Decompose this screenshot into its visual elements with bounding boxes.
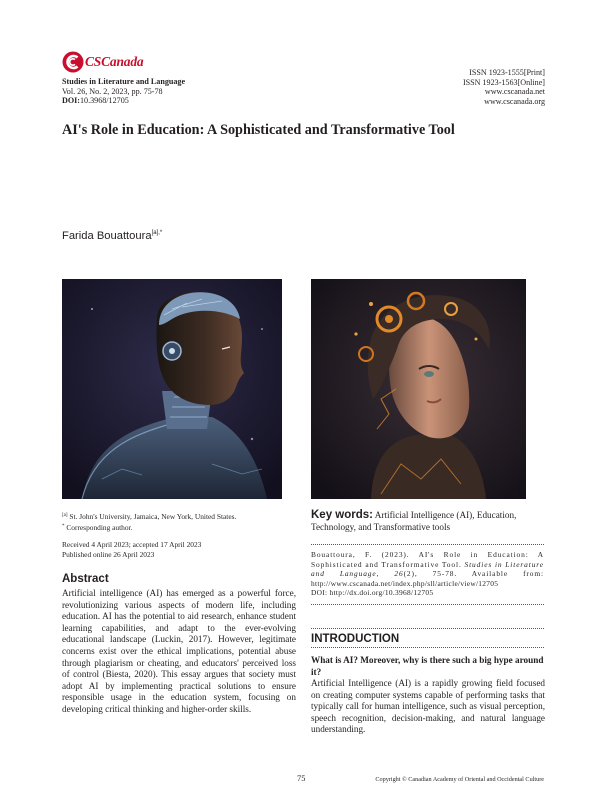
page-number: 75 [297,774,306,783]
citation-url[interactable]: http://www.cscanada.net/index.php/sll/article/view/12705 [311,578,499,588]
citation-block [311,550,544,598]
article-dates [62,540,201,559]
journal-name: Studies in Literature and Language [62,77,186,86]
divider [311,647,544,648]
doi-line [62,96,185,106]
cyborg-woman-image [311,279,526,499]
introduction-text: Artificial Intelligence (AI) is a rapidly growing field focused on creating computer systems capable of performing tasks that typically call for human intelligence, such as visual perception, speech recognition, decision-making, and natural language understanding. [311,678,545,735]
issn-print: ISSN 1923-1555[Print] [469,68,545,77]
received-date: Received 4 April 2023; accepted 17 April 2023 [62,540,202,549]
website-link-net[interactable]: www.cscanada.net [484,87,545,97]
logo-text: CSCanada [85,54,144,69]
journal-logo [62,51,143,73]
affiliation-a [62,511,294,522]
issn-block [463,68,545,106]
figure-cyborg-man [62,279,282,499]
volume-line: Vol. 26, No. 2, 2023, pp. 75-78 [62,86,163,96]
copyright: Copyright © Canadian Academy of Oriental and Occidental Culture [375,776,544,783]
figure-cyborg-woman [311,279,526,499]
keywords [311,509,547,533]
affiliations [62,511,294,532]
website-link-org[interactable]: www.cscanada.org [484,96,545,106]
abstract-heading: Abstract [62,573,109,585]
author-name: Farida Bouattoura [62,230,152,242]
doi-label: DOI: [62,96,80,106]
abstract-text: Artificial intelligence (AI) has emerged as a powerful force, revolutionizing various aspects of modern life, including education. AI has the potential to aid research, enhance student learning capabilities, and adapt to the ever-evolving educational landscape (Luckin, 2017). However, legitimate concerns exist over the ethical implications, potential abuse through plagiarism or cheating, and educators' perceived loss of control (Biesta, 2020). This essay argues that society must adopt AI by implementing practical solutions to ensure responsible usage in the education system, focusing on developing critical thinking and higher-order skills. [62,588,296,714]
citation-doi[interactable]: DOI: http://dx.doi.org/10.3968/12705 [311,588,434,597]
cyborg-man-image [62,279,282,499]
introduction-heading: INTRODUCTION [311,633,400,645]
citation-lead: Bouattoura, F. (2023). AI's Role in Education: A Sophisticated and Transformative Tool. [311,550,544,569]
affiliation-a-marker: [a] [62,513,68,518]
article-title: AI's Role in Education: A Sophisticated and Transformative Tool [62,122,455,138]
affiliation-a-text: St. John's University, Jamaica, New York, United States. [69,512,237,521]
doi-value: 10.3968/12705 [80,96,129,106]
divider [311,604,544,605]
author-line [62,230,162,242]
citation-journal: Studies in Literature and Language, [311,559,544,578]
corresponding-text: Corresponding author. [66,522,133,532]
corresponding-marker: * [62,523,65,529]
corresponding-author [62,522,294,533]
citation-rest: (2), 75-78. Available from: [403,569,544,578]
section-question: What is AI? Moreover, why is there such a big hype around it? [311,655,544,677]
author-sup: [a],* [151,230,163,236]
cscanada-logo-icon [62,51,84,73]
issn-online: ISSN 1923-1563[Online] [462,77,545,87]
keywords-text: Artificial Intelligence (AI), Education, Technology, and Transformative tools [311,510,517,533]
citation-volume: 26 [394,569,404,578]
journal-info [62,77,185,106]
keywords-heading: Key words: [311,509,373,521]
divider [311,544,544,545]
divider [311,628,544,629]
published-date: Published online 26 April 2023 [62,549,155,559]
